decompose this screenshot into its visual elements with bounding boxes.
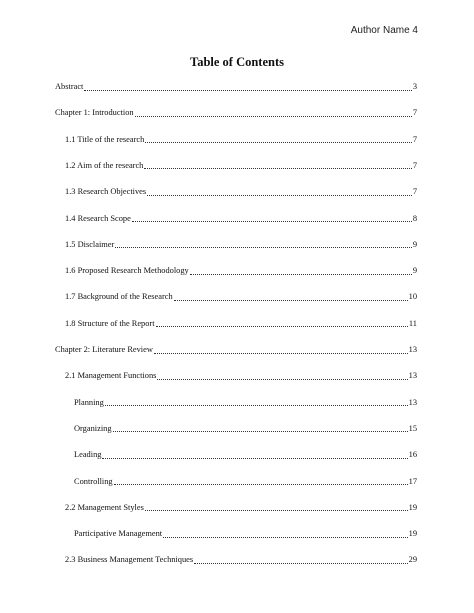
- toc-entry[interactable]: [55, 343, 417, 357]
- toc-entry-page-number: 7: [412, 160, 417, 170]
- dot-leader: [144, 168, 411, 169]
- toc-entry-label: 2.1 Management Functions: [65, 371, 157, 381]
- toc-entry-page-number: 11: [408, 318, 417, 328]
- toc-entry[interactable]: [65, 212, 417, 226]
- toc-entry-page-number: 29: [408, 555, 417, 565]
- toc-entry-label: Leading: [74, 450, 102, 460]
- dot-leader: [154, 353, 408, 354]
- toc-entry-page-number: 15: [408, 423, 417, 433]
- toc-entry-label: 2.3 Business Management Techniques: [65, 555, 194, 565]
- toc-entry-page-number: 9: [412, 266, 417, 276]
- toc-entry-page-number: 9: [412, 239, 417, 249]
- toc-entry-page-number: 17: [408, 476, 417, 486]
- toc-entry-page-number: 8: [412, 213, 417, 223]
- toc-entry-page-number: 7: [412, 134, 417, 144]
- toc-entry-label: Chapter 1: Introduction: [55, 108, 134, 118]
- toc-entry-page-number: 7: [412, 108, 417, 118]
- toc-entry[interactable]: [74, 396, 417, 410]
- toc-entry-page-number: 3: [412, 82, 417, 91]
- toc-entry[interactable]: [65, 238, 417, 252]
- toc-entry-page-number: 10: [408, 292, 417, 302]
- toc-entry[interactable]: [74, 475, 417, 489]
- toc-entry[interactable]: [65, 133, 417, 147]
- toc-entry-page-number: 13: [408, 397, 417, 407]
- toc-entry[interactable]: [65, 185, 417, 199]
- toc-entry[interactable]: [55, 106, 417, 120]
- toc-entry-page-number: 16: [408, 450, 417, 460]
- dot-leader: [157, 379, 407, 380]
- toc-entry-page-number: 19: [408, 529, 417, 539]
- toc-entry-label: Participative Management: [74, 529, 163, 539]
- dot-leader: [194, 563, 408, 564]
- dot-leader: [147, 195, 412, 196]
- toc-entry[interactable]: [74, 527, 417, 541]
- toc-entry[interactable]: [74, 448, 417, 462]
- toc-entry[interactable]: [65, 317, 417, 331]
- toc-entry-label: 1.7 Background of the Research: [65, 292, 173, 302]
- toc-entry[interactable]: [65, 264, 417, 278]
- toc-entry-label: 1.1 Title of the research: [65, 134, 145, 144]
- toc-entry[interactable]: [65, 369, 417, 383]
- toc-entry-label: 2.2 Management Styles: [65, 502, 144, 512]
- dot-leader: [113, 431, 408, 432]
- toc-entry-page-number: 7: [412, 187, 417, 197]
- dot-leader: [174, 300, 408, 301]
- dot-leader: [145, 142, 412, 143]
- toc-entry[interactable]: [65, 501, 417, 515]
- dot-leader: [163, 537, 407, 538]
- dot-leader: [114, 484, 408, 485]
- toc-entry-label: 1.8 Structure of the Report: [65, 318, 155, 328]
- dot-leader: [105, 405, 408, 406]
- toc-entry[interactable]: [65, 553, 417, 567]
- dot-leader: [190, 274, 412, 275]
- dot-leader: [135, 116, 412, 117]
- dot-leader: [102, 458, 407, 459]
- toc-title: Table of Contents: [190, 55, 284, 69]
- toc-entry-label: 1.4 Research Scope: [65, 213, 131, 223]
- dot-leader: [145, 510, 408, 511]
- dot-leader: [115, 247, 412, 248]
- toc-entry[interactable]: [65, 159, 417, 173]
- toc-entry-label: 1.5 Disclaimer: [65, 239, 115, 249]
- dot-leader: [132, 221, 412, 222]
- running-head: Author Name 4: [350, 25, 418, 36]
- toc-entry-label: Planning: [74, 397, 104, 407]
- toc-entry-label: 1.6 Proposed Research Methodology: [65, 266, 189, 276]
- toc-entry[interactable]: [65, 290, 417, 304]
- dot-leader: [156, 326, 408, 327]
- toc-entry-page-number: 13: [408, 371, 417, 381]
- toc-entry-label: Abstract: [55, 82, 84, 91]
- toc-entry-label: 1.3 Research Objectives: [65, 187, 147, 197]
- toc-entry-label: 1.2 Aim of the research: [65, 160, 144, 170]
- toc-entry-label: Controlling: [74, 476, 113, 486]
- dot-leader: [84, 90, 411, 91]
- toc-entry-label: Organizing: [74, 423, 112, 433]
- toc-entry[interactable]: [55, 80, 417, 94]
- toc-entry[interactable]: [74, 422, 417, 436]
- toc-entry-page-number: 13: [408, 345, 417, 354]
- toc-entry-label: Chapter 2: Literature Review: [55, 345, 153, 354]
- toc-entry-page-number: 19: [408, 502, 417, 512]
